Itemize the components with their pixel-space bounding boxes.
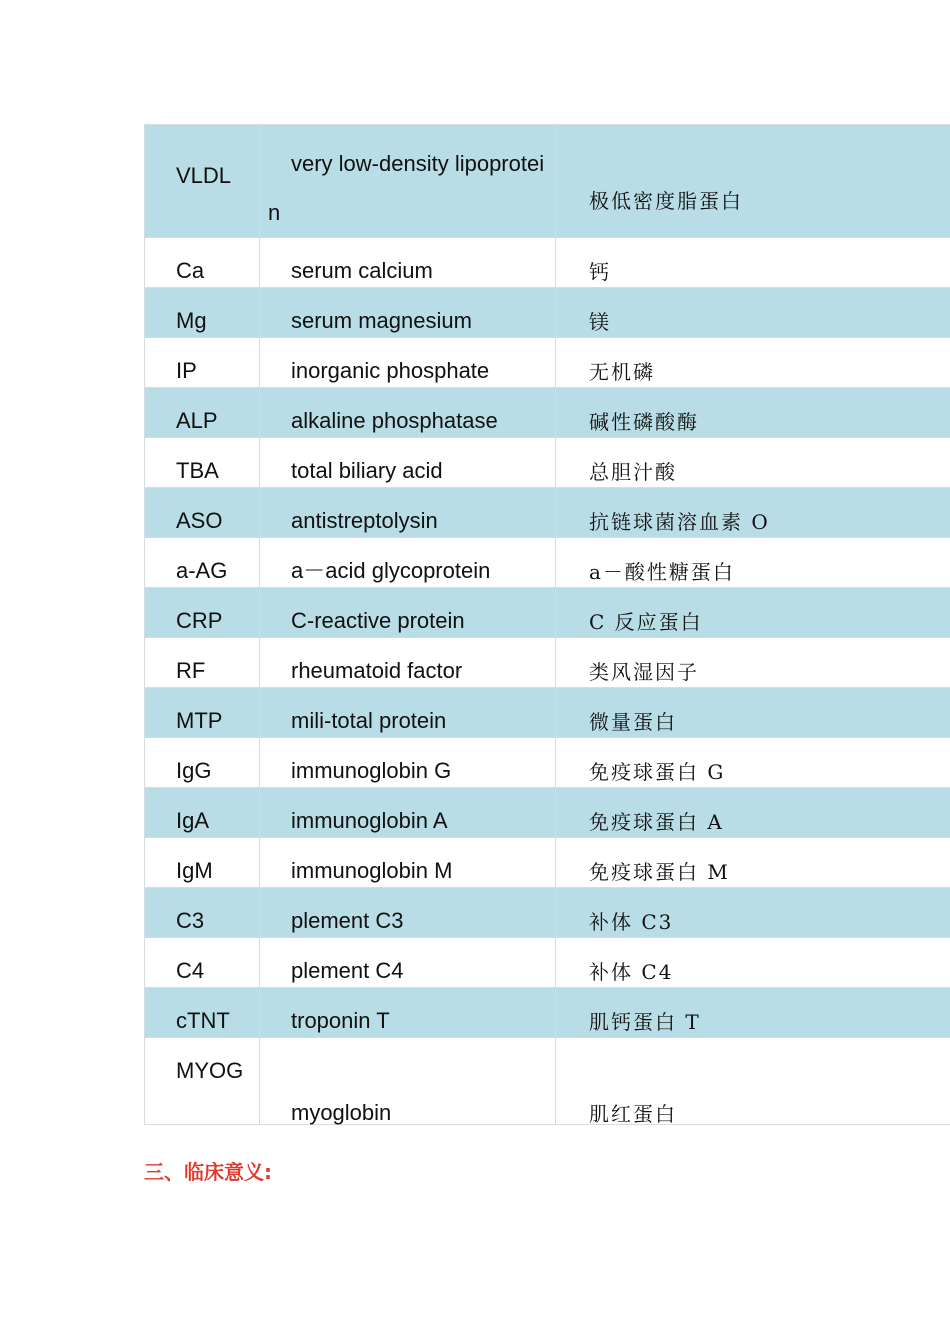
abbr-text: IgM xyxy=(176,858,213,883)
english-text: C-reactive protein xyxy=(291,608,465,633)
table-row xyxy=(145,638,950,688)
english-cell xyxy=(260,125,556,238)
abbr-cell xyxy=(145,888,260,938)
english-text: plement C3 xyxy=(291,908,404,933)
chinese-text: 碱性磷酸酶 xyxy=(589,410,699,434)
table-row xyxy=(145,788,950,838)
table-row xyxy=(145,838,950,888)
english-text: serum magnesium xyxy=(291,308,472,333)
abbr-cell xyxy=(145,338,260,388)
english-cell xyxy=(260,688,556,738)
english-cell xyxy=(260,588,556,638)
english-text: inorganic phosphate xyxy=(291,358,490,383)
chinese-text: C 反应蛋白 xyxy=(589,610,703,634)
english-cell xyxy=(260,938,556,988)
chinese-text: 肌红蛋白 xyxy=(589,1102,677,1126)
abbr-cell xyxy=(145,638,260,688)
english-cell xyxy=(260,638,556,688)
abbr-text: VLDL xyxy=(176,163,232,188)
english-cell xyxy=(260,988,556,1038)
chinese-cell xyxy=(556,238,950,288)
chinese-text: 总胆汁酸 xyxy=(589,460,677,484)
abbr-cell xyxy=(145,125,260,238)
english-text: plement C4 xyxy=(291,958,404,983)
abbr-cell xyxy=(145,388,260,438)
chinese-text: 极低密度脂蛋白 xyxy=(589,189,743,213)
chinese-text: 补体 C4 xyxy=(589,960,674,984)
english-text: immunoglobin G xyxy=(291,758,452,783)
abbr-cell xyxy=(145,488,260,538)
table-row xyxy=(145,988,950,1038)
chinese-cell xyxy=(556,488,950,538)
table-row xyxy=(145,888,950,938)
table-row xyxy=(145,738,950,788)
abbr-cell xyxy=(145,788,260,838)
english-cell xyxy=(260,788,556,838)
english-text: a－acid glycoprotein xyxy=(291,558,491,583)
abbr-text: a-AG xyxy=(176,558,228,583)
english-text: myoglobin xyxy=(291,1100,392,1125)
english-text: immunoglobin A xyxy=(291,808,448,833)
chinese-cell xyxy=(556,738,950,788)
abbr-text: ASO xyxy=(176,508,223,533)
english-cell xyxy=(260,1038,556,1125)
english-cell xyxy=(260,288,556,338)
abbr-cell xyxy=(145,838,260,888)
chinese-text: 免疫球蛋白 M xyxy=(589,860,730,884)
chinese-cell xyxy=(556,788,950,838)
chinese-text: 钙 xyxy=(589,260,611,284)
english-text: mili-total protein xyxy=(291,708,447,733)
chinese-text: 微量蛋白 xyxy=(589,710,677,734)
chinese-cell xyxy=(556,838,950,888)
english-text: alkaline phosphatase xyxy=(291,408,498,433)
abbr-cell xyxy=(145,988,260,1038)
abbr-text: IgG xyxy=(176,758,212,783)
chinese-cell xyxy=(556,438,950,488)
abbr-text: Mg xyxy=(176,308,207,333)
english-cell xyxy=(260,438,556,488)
chinese-cell xyxy=(556,688,950,738)
abbr-text: ALP xyxy=(176,408,218,433)
abbr-text: MYOG xyxy=(176,1058,244,1083)
chinese-text: 肌钙蛋白 T xyxy=(589,1010,701,1034)
english-cell xyxy=(260,838,556,888)
table-row xyxy=(145,538,950,588)
table-row xyxy=(145,238,950,288)
abbr-text: MTP xyxy=(176,708,223,733)
chinese-cell xyxy=(556,938,950,988)
abbr-cell xyxy=(145,238,260,288)
chinese-text: 抗链球菌溶血素 O xyxy=(589,510,770,534)
chinese-cell xyxy=(556,888,950,938)
chinese-cell xyxy=(556,125,950,238)
english-cell xyxy=(260,388,556,438)
english-text: total biliary acid xyxy=(291,458,443,483)
english-text: immunoglobin M xyxy=(291,858,453,883)
table-row xyxy=(145,688,950,738)
chinese-text: 免疫球蛋白 G xyxy=(589,760,726,784)
section-heading: 三、临床意义: xyxy=(144,1160,272,1184)
abbr-text: C3 xyxy=(176,908,205,933)
abbr-text: IP xyxy=(176,358,197,383)
table-row xyxy=(145,938,950,988)
table-row xyxy=(145,288,950,338)
chinese-cell xyxy=(556,1038,950,1125)
abbr-cell xyxy=(145,438,260,488)
abbr-cell xyxy=(145,938,260,988)
abbr-cell xyxy=(145,738,260,788)
abbr-text: cTNT xyxy=(176,1008,230,1033)
abbr-text: IgA xyxy=(176,808,210,833)
english-cell xyxy=(260,888,556,938)
english-cell xyxy=(260,488,556,538)
chinese-cell xyxy=(556,388,950,438)
abbr-text: CRP xyxy=(176,608,223,633)
english-cell xyxy=(260,538,556,588)
english-cell xyxy=(260,238,556,288)
abbr-text: Ca xyxy=(176,258,205,283)
english-text: very low-density lipoprotein xyxy=(268,151,545,225)
english-text: troponin T xyxy=(291,1008,390,1033)
abbr-cell xyxy=(145,538,260,588)
chinese-text: 镁 xyxy=(589,310,611,334)
english-text: rheumatoid factor xyxy=(291,658,463,683)
chinese-cell xyxy=(556,638,950,688)
table-row xyxy=(145,338,950,388)
table-row xyxy=(145,1038,950,1125)
chinese-cell xyxy=(556,988,950,1038)
chinese-cell xyxy=(556,538,950,588)
chinese-cell xyxy=(556,338,950,388)
chinese-text: a－酸性糖蛋白 xyxy=(589,560,735,584)
abbr-cell xyxy=(145,1038,260,1125)
chinese-cell xyxy=(556,288,950,338)
abbr-cell xyxy=(145,288,260,338)
chinese-text: 无机磷 xyxy=(589,360,655,384)
chinese-text: 免疫球蛋白 A xyxy=(589,810,724,834)
abbreviation-table xyxy=(144,124,950,1125)
english-text: antistreptolysin xyxy=(291,508,438,533)
table-row xyxy=(145,438,950,488)
abbr-cell xyxy=(145,688,260,738)
abbr-text: C4 xyxy=(176,958,205,983)
chinese-text: 类风湿因子 xyxy=(589,660,699,684)
table-row xyxy=(145,388,950,438)
table-row xyxy=(145,125,950,238)
abbr-text: TBA xyxy=(176,458,219,483)
chinese-cell xyxy=(556,588,950,638)
english-cell xyxy=(260,738,556,788)
table-row xyxy=(145,488,950,538)
chinese-text: 补体 C3 xyxy=(589,910,674,934)
abbr-text: RF xyxy=(176,658,206,683)
abbr-cell xyxy=(145,588,260,638)
english-text: serum calcium xyxy=(291,258,433,283)
table-row xyxy=(145,588,950,638)
english-cell xyxy=(260,338,556,388)
